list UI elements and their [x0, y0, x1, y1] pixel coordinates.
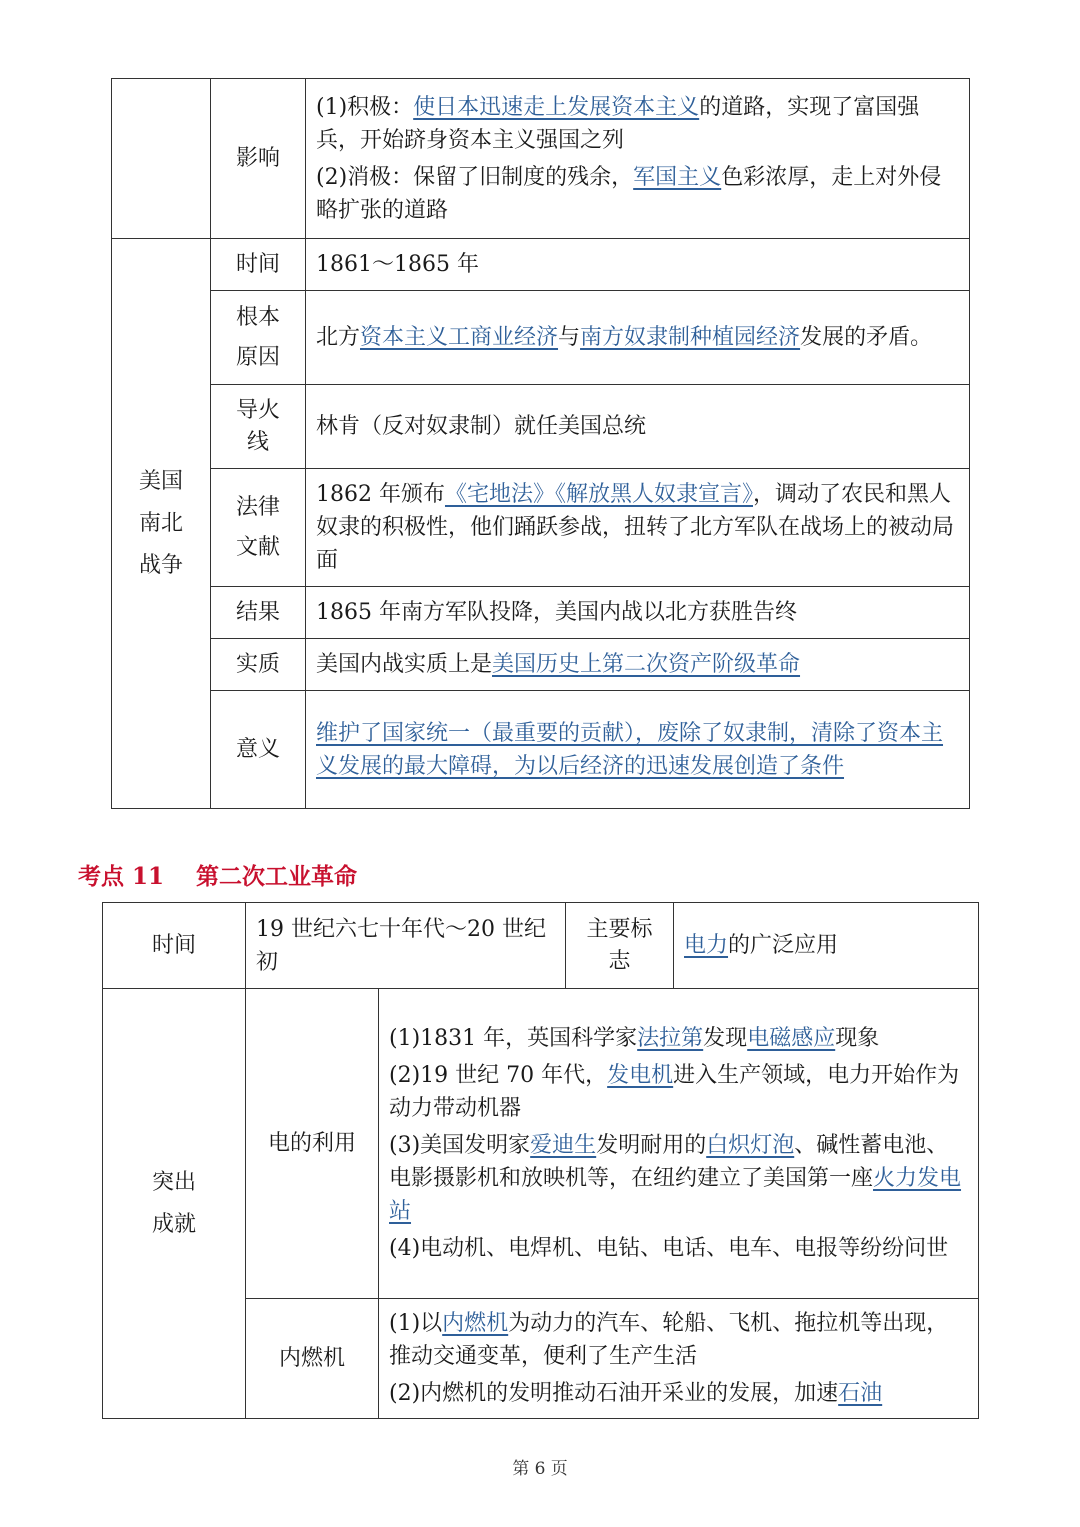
- row-label: 影响: [211, 79, 306, 239]
- impact-negative: (2)消极：保留了旧制度的残余，军国主义色彩浓厚，走上对外侵略扩张的道路: [316, 164, 942, 223]
- empty-group-cell: [112, 79, 211, 239]
- combustion-content: (1)以内燃机为动力的汽车、轮船、飞机、拖拉机等出现，推动交通变革，便利了生产生活 (2)内燃机的发明推动石油开采业的发展，加速石油: [379, 1299, 979, 1419]
- row-label: 时间: [211, 239, 306, 291]
- row-label: 实质: [211, 639, 306, 691]
- row-content: 北方资本主义工商业经济与南方奴隶制种植园经济发展的矛盾。: [306, 291, 970, 385]
- table-second-industrial-revolution: [102, 902, 979, 1419]
- table-meiji-civil-war: [111, 78, 970, 809]
- sign-label: 主要标志: [566, 903, 674, 989]
- table-row: [112, 291, 970, 385]
- impact-content: [306, 79, 970, 239]
- table-row: [112, 385, 970, 469]
- combustion-label: 内燃机: [246, 1299, 379, 1419]
- group-label-civil-war: 美国南北战争: [112, 239, 211, 809]
- achievements-label: 突出成就: [103, 989, 246, 1419]
- row-label: 导火线: [211, 385, 306, 469]
- section-title: 考点 11 第二次工业革命: [78, 863, 358, 890]
- table-row: [112, 469, 970, 587]
- row-content: 美国内战实质上是美国历史上第二次资产阶级革命: [306, 639, 970, 691]
- row-content: 林肯（反对奴隶制）就任美国总统: [306, 385, 970, 469]
- table-row: [112, 639, 970, 691]
- table-row: [112, 239, 970, 291]
- table-row: [112, 691, 970, 809]
- row-content: 1861～1865 年: [306, 239, 970, 291]
- row-label: 意义: [211, 691, 306, 809]
- row-content: 1865 年南方军队投降，美国内战以北方获胜告终: [306, 587, 970, 639]
- row-label: 根本原因: [211, 291, 306, 385]
- row-content: 维护了国家统一（最重要的贡献），废除了奴隶制，清除了资本主义发展的最大障碍，为以后经济的迅速发展创造了条件: [306, 691, 970, 809]
- table-row: [103, 903, 979, 989]
- row-content: 1862 年颁布《宅地法》《解放黑人奴隶宣言》，调动了农民和黑人奴隶的积极性，他们踊跃参战，扭转了北方军队在战场上的被动局面: [306, 469, 970, 587]
- page-number: 第 6 页: [512, 1459, 568, 1479]
- time-label: 时间: [103, 903, 246, 989]
- row-label: 结果: [211, 587, 306, 639]
- electricity-content: (1)1831 年，英国科学家法拉第发现电磁感应现象 (2)19 世纪 70 年代，发电机进入生产领域，电力开始作为动力带动机器 (3)美国发明家爱迪生发明耐用的白炽灯泡、碱性蓄电池、电影摄影机和放映机等，在纽约建立了美国第一座火力发电站 (4)电动机、电焊机、电钻、电话、电车、电报等纷纷问世: [379, 989, 979, 1299]
- table-row: [112, 79, 970, 239]
- electricity-label: 电的利用: [246, 989, 379, 1299]
- impact-positive: (1)积极：使日本迅速走上发展资本主义的道路，实现了富国强兵，开始跻身资本主义强国之列: [316, 94, 920, 153]
- time-value: 19 世纪六七十年代～20 世纪初: [246, 903, 566, 989]
- sign-value: 电力的广泛应用: [674, 903, 979, 989]
- table-row: [112, 587, 970, 639]
- row-label: 法律文献: [211, 469, 306, 587]
- table-row: [103, 989, 979, 1299]
